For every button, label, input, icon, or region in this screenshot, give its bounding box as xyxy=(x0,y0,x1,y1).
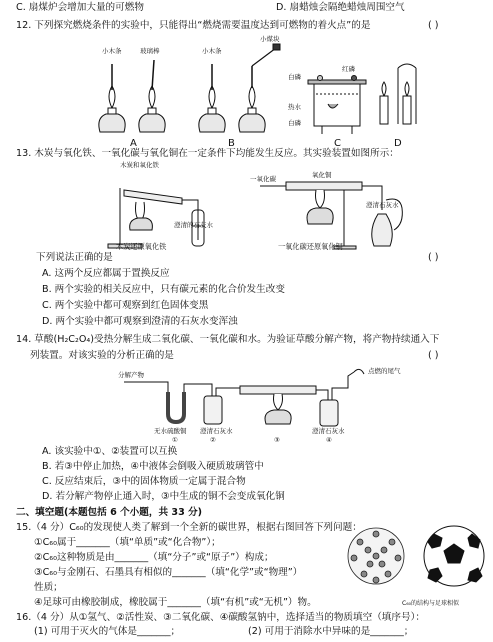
q14-option-a: A. 该实验中①、②装置可以互换 xyxy=(42,446,178,457)
label-co: 一氧化碳 xyxy=(250,175,276,183)
q13-figure xyxy=(90,160,420,260)
device-1: ① xyxy=(172,436,178,444)
q15-line3: ③C₆₀与金刚石、石墨具有相似的_______（填“化学”或“物理”） xyxy=(34,567,303,578)
c60-figure-svg xyxy=(342,520,492,606)
q12-figure xyxy=(92,34,422,154)
label-limewater-4: 澄清石灰水 xyxy=(312,427,345,435)
q11-option-c: C. 扇煤炉会增加大量的可燃物 xyxy=(16,2,144,13)
q13-caption-2: 一氧化碳还原氧化铜 xyxy=(278,242,343,251)
q14-option-d: D. 若分解产物停止通入时，③中生成的铜不会变成氧化铜 xyxy=(42,491,285,502)
label-charcoal-iron-oxide: 木炭和氧化铁 xyxy=(120,161,159,169)
device-4: ④ xyxy=(326,436,332,444)
label-limewater-3: 澄清石灰水 xyxy=(200,427,233,435)
label-small-wood: 小木条 xyxy=(102,47,122,55)
q11-option-d: D. 扇蜡烛会隔绝蜡烛周围空气 xyxy=(276,2,405,13)
label-white-phosphorus: 白磷 xyxy=(288,73,301,81)
device-3: ③ xyxy=(274,436,280,444)
label-glass-rod: 玻璃棒 xyxy=(140,47,160,55)
q12-option-a: A xyxy=(130,138,137,149)
label-small-wood-2: 小木条 xyxy=(202,47,222,55)
label-limewater-2: 澄清石灰水 xyxy=(366,201,399,209)
q12-stem: 12. 下列探究燃烧条件的实验中，只能得出“燃烧需要温度达到可燃物的着火点”的是 xyxy=(16,20,371,31)
q15-line1: ①C₆₀属于_______（填“单质”或“化合物”）； xyxy=(34,537,221,548)
q14-stem-line1: 14. 草酸(H₂C₂O₄)受热分解生成二氧化碳、一氧化碳和水。为验证草酸分解产物，将产物持续通入下 xyxy=(16,334,440,345)
q12-option-b: B xyxy=(228,138,235,149)
q13-option-a: A. 这两个反应都属于置换反应 xyxy=(42,268,170,279)
q13-stem: 13. 木炭与氧化铁、一氧化碳与氧化铜在一定条件下均能发生反应。其实验装置如图所示： xyxy=(16,148,399,159)
c60-figure xyxy=(342,520,492,606)
q15-stem: 15.（4 分）C₆₀的发现使人类了解到一个全新的碳世界，根据右图回答下列问题： xyxy=(16,522,362,533)
label-tail-gas: 点燃的尾气 xyxy=(368,367,401,375)
label-decomposition-products: 分解产物 xyxy=(118,371,144,379)
q13-option-b: B. 两个实验的相关反应中，只有碳元素的化合价发生改变 xyxy=(42,284,285,295)
label-limewater-1: 澄清的石灰水 xyxy=(174,221,213,229)
q14-figure xyxy=(116,364,436,448)
label-red-phosphorus: 红磷 xyxy=(342,65,355,73)
q12-option-d: D xyxy=(394,138,402,149)
q16-stem: 16.（4 分）从①氢气、②活性炭、③二氧化碳、④碳酸氢钠中，选择适当的物质填空（填序号）： xyxy=(16,612,425,623)
label-small-coal: 小煤块 xyxy=(260,35,280,43)
c60-caption: C₆₀的结构与足球相似 xyxy=(402,600,460,607)
label-cuo: 氧化铜 xyxy=(312,171,332,179)
q14-option-c: C. 反应结束后，③中的固体物质一定属于混合物 xyxy=(42,476,246,487)
q12-option-c: C xyxy=(334,138,341,149)
q16-item-2: (2) 可用于消除水中异味的是_______； xyxy=(248,626,414,637)
q12-answer-paren: ( ) xyxy=(428,20,439,31)
q13-answer-paren: ( ) xyxy=(428,252,439,263)
q13-lead: 下列说法正确的是 xyxy=(36,252,113,263)
q13-option-d: D. 两个实验中都可观察到澄清的石灰水变浑浊 xyxy=(42,316,238,327)
label-hot-water: 热水 xyxy=(288,103,301,111)
section-2-title: 二、填空题(本题包括 6 个小题，共 33 分) xyxy=(16,507,203,518)
q16-item-1: (1) 可用于灭火的气体是_______； xyxy=(34,626,181,637)
q13-caption-1: 木炭还原氧化铁 xyxy=(116,242,167,251)
label-anhydrous-cuso4: 无水硫酸铜 xyxy=(154,427,187,435)
label-white-phosphorus-2: 白磷 xyxy=(288,119,301,127)
q15-line3b: 性质； xyxy=(34,582,63,593)
device-2: ② xyxy=(210,436,216,444)
q14-stem-line2: 列装置。对该实验的分析正确的是 xyxy=(30,350,174,361)
q14-answer-paren: ( ) xyxy=(428,350,439,361)
q15-line2: ②C₆₀这种物质是由_______（填“分子”或“原子”）构成； xyxy=(34,552,274,563)
q13-option-c: C. 两个实验中都可观察到红色固体变黑 xyxy=(42,300,209,311)
q15-line4: ④足球可由橡胶制成，橡胶属于_______（填“有机”或“无机”）物。 xyxy=(34,597,317,608)
q14-option-b: B. 若③中停止加热，④中液体会倒吸入硬质玻璃管中 xyxy=(42,461,264,472)
